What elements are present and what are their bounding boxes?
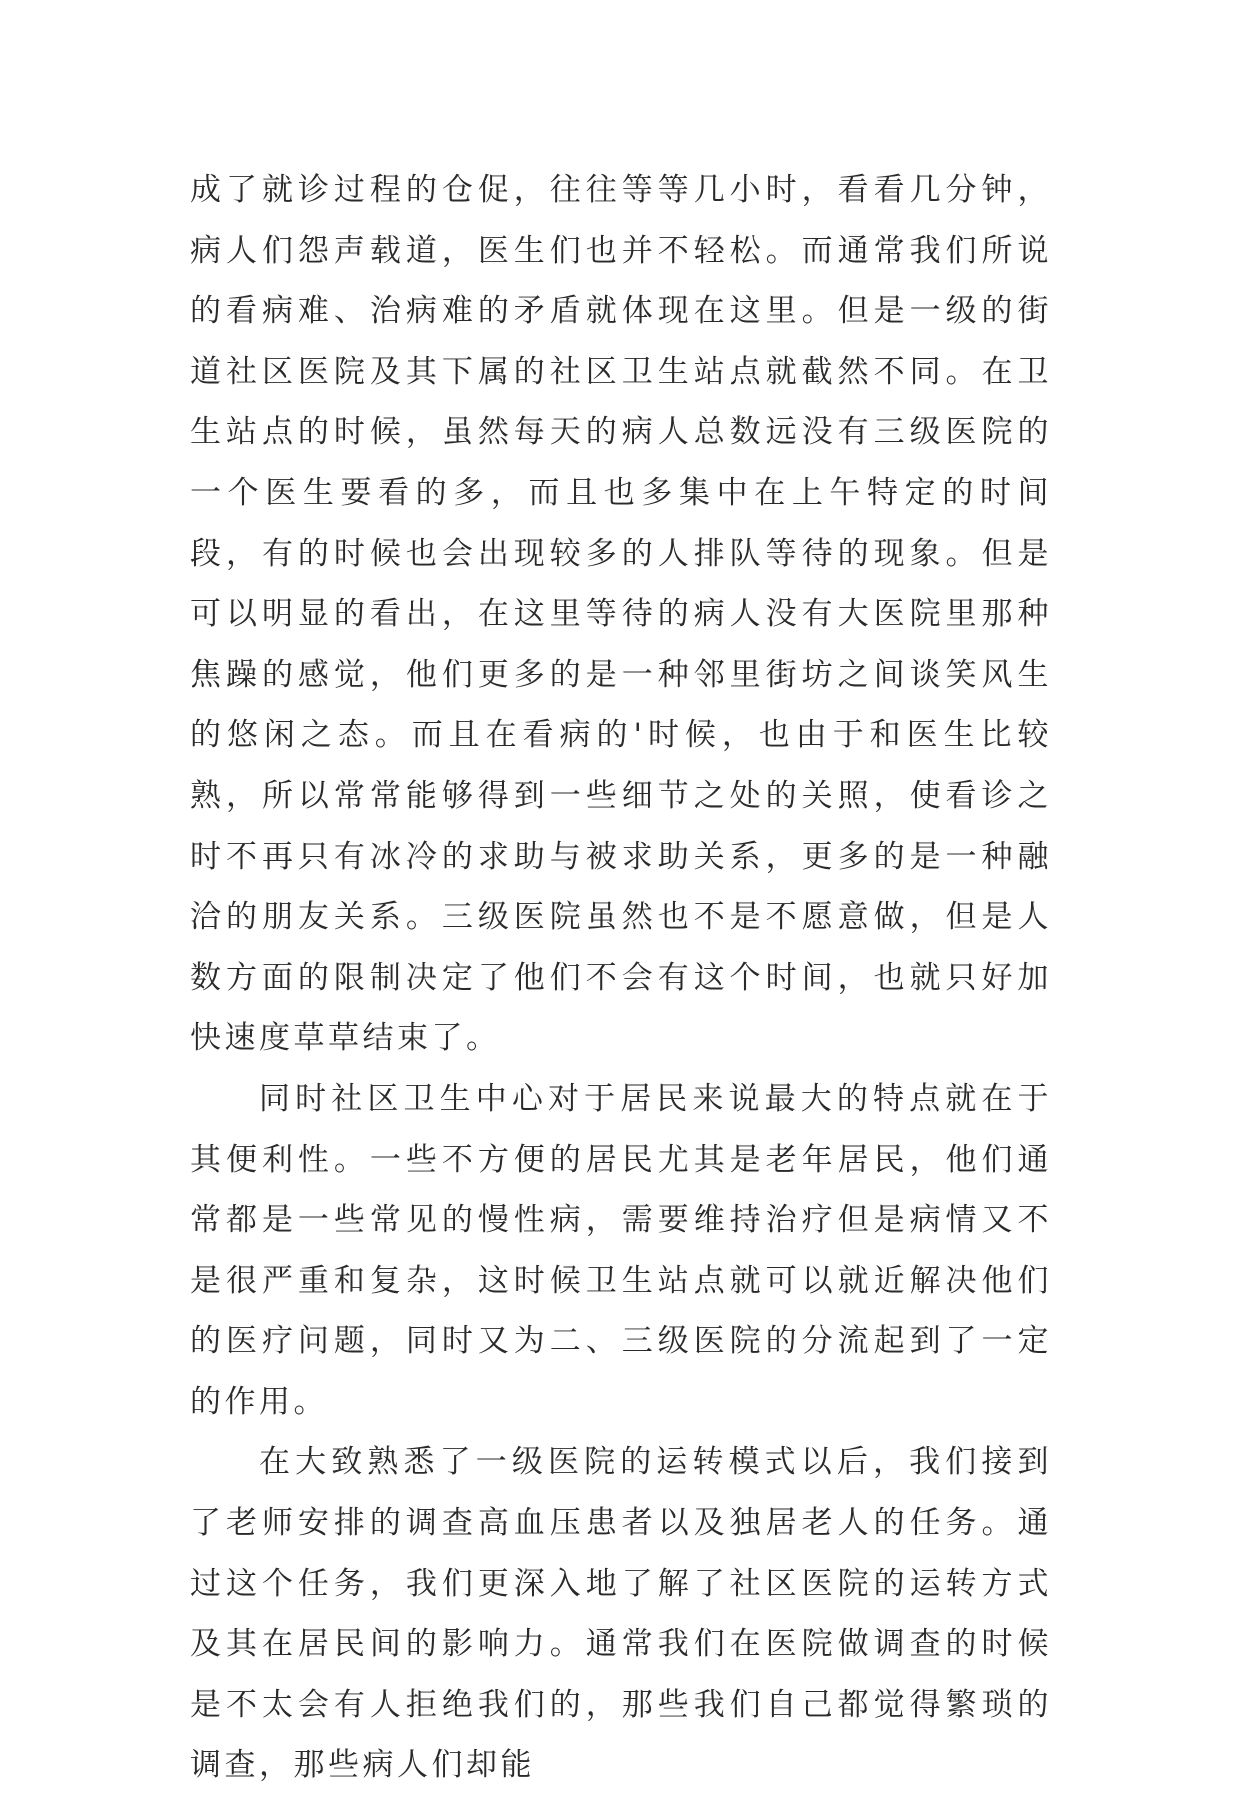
paragraph-2: 同时社区卫生中心对于居民来说最大的特点就在于其便利性。一些不方便的居民尤其是老年居民，他们通常都是一些常见的慢性病，需要维持治疗但是病情又不是很严重和复杂，这时候卫生站点就可以就近解决他们的医疗问题，同时又为二、三级医院的分流起到了一定的作用。	[190, 1080, 1052, 1420]
paragraph-3: 在大致熟悉了一级医院的运转模式以后，我们接到了老师安排的调查高血压患者以及独居老人的任务。通过这个任务，我们更深入地了解了社区医院的运转方式及其在居民间的影响力。通常我们在医院做调查的时候是不太会有人拒绝我们的，那些我们自己都觉得繁琐的调查，那些病人们却能	[190, 1444, 1052, 1784]
paragraph-1: 成了就诊过程的仓促，往往等等几小时，看看几分钟，病人们怨声载道，医生们也并不轻松。而通常我们所说的看病难、治病难的矛盾就体现在这里。但是一级的街道社区医院及其下属的社区卫生站点就截然不同。在卫生站点的时候，虽然每天的病人总数远没有三级医院的一个医生要看的多，而且也多集中在上午特定的时间段，有的时候也会出现较多的人排队等待的现象。但是可以明显的看出，在这里等待的病人没有大医院里那种焦躁的感觉，他们更多的是一种邻里街坊之间谈笑风生的悠闲之态。而且在看病的'时候，也由于和医生比较熟，所以常常能够得到一些细节之处的关照，使看诊之时不再只有冰冷的求助与被求助关系，更多的是一种融洽的朋友关系。三级医院虽然也不是不愿意做，但是人数方面的限制决定了他们不会有这个时间，也就只好加快速度草草结束了。	[190, 172, 1052, 1057]
body-text	[190, 160, 1052, 1796]
